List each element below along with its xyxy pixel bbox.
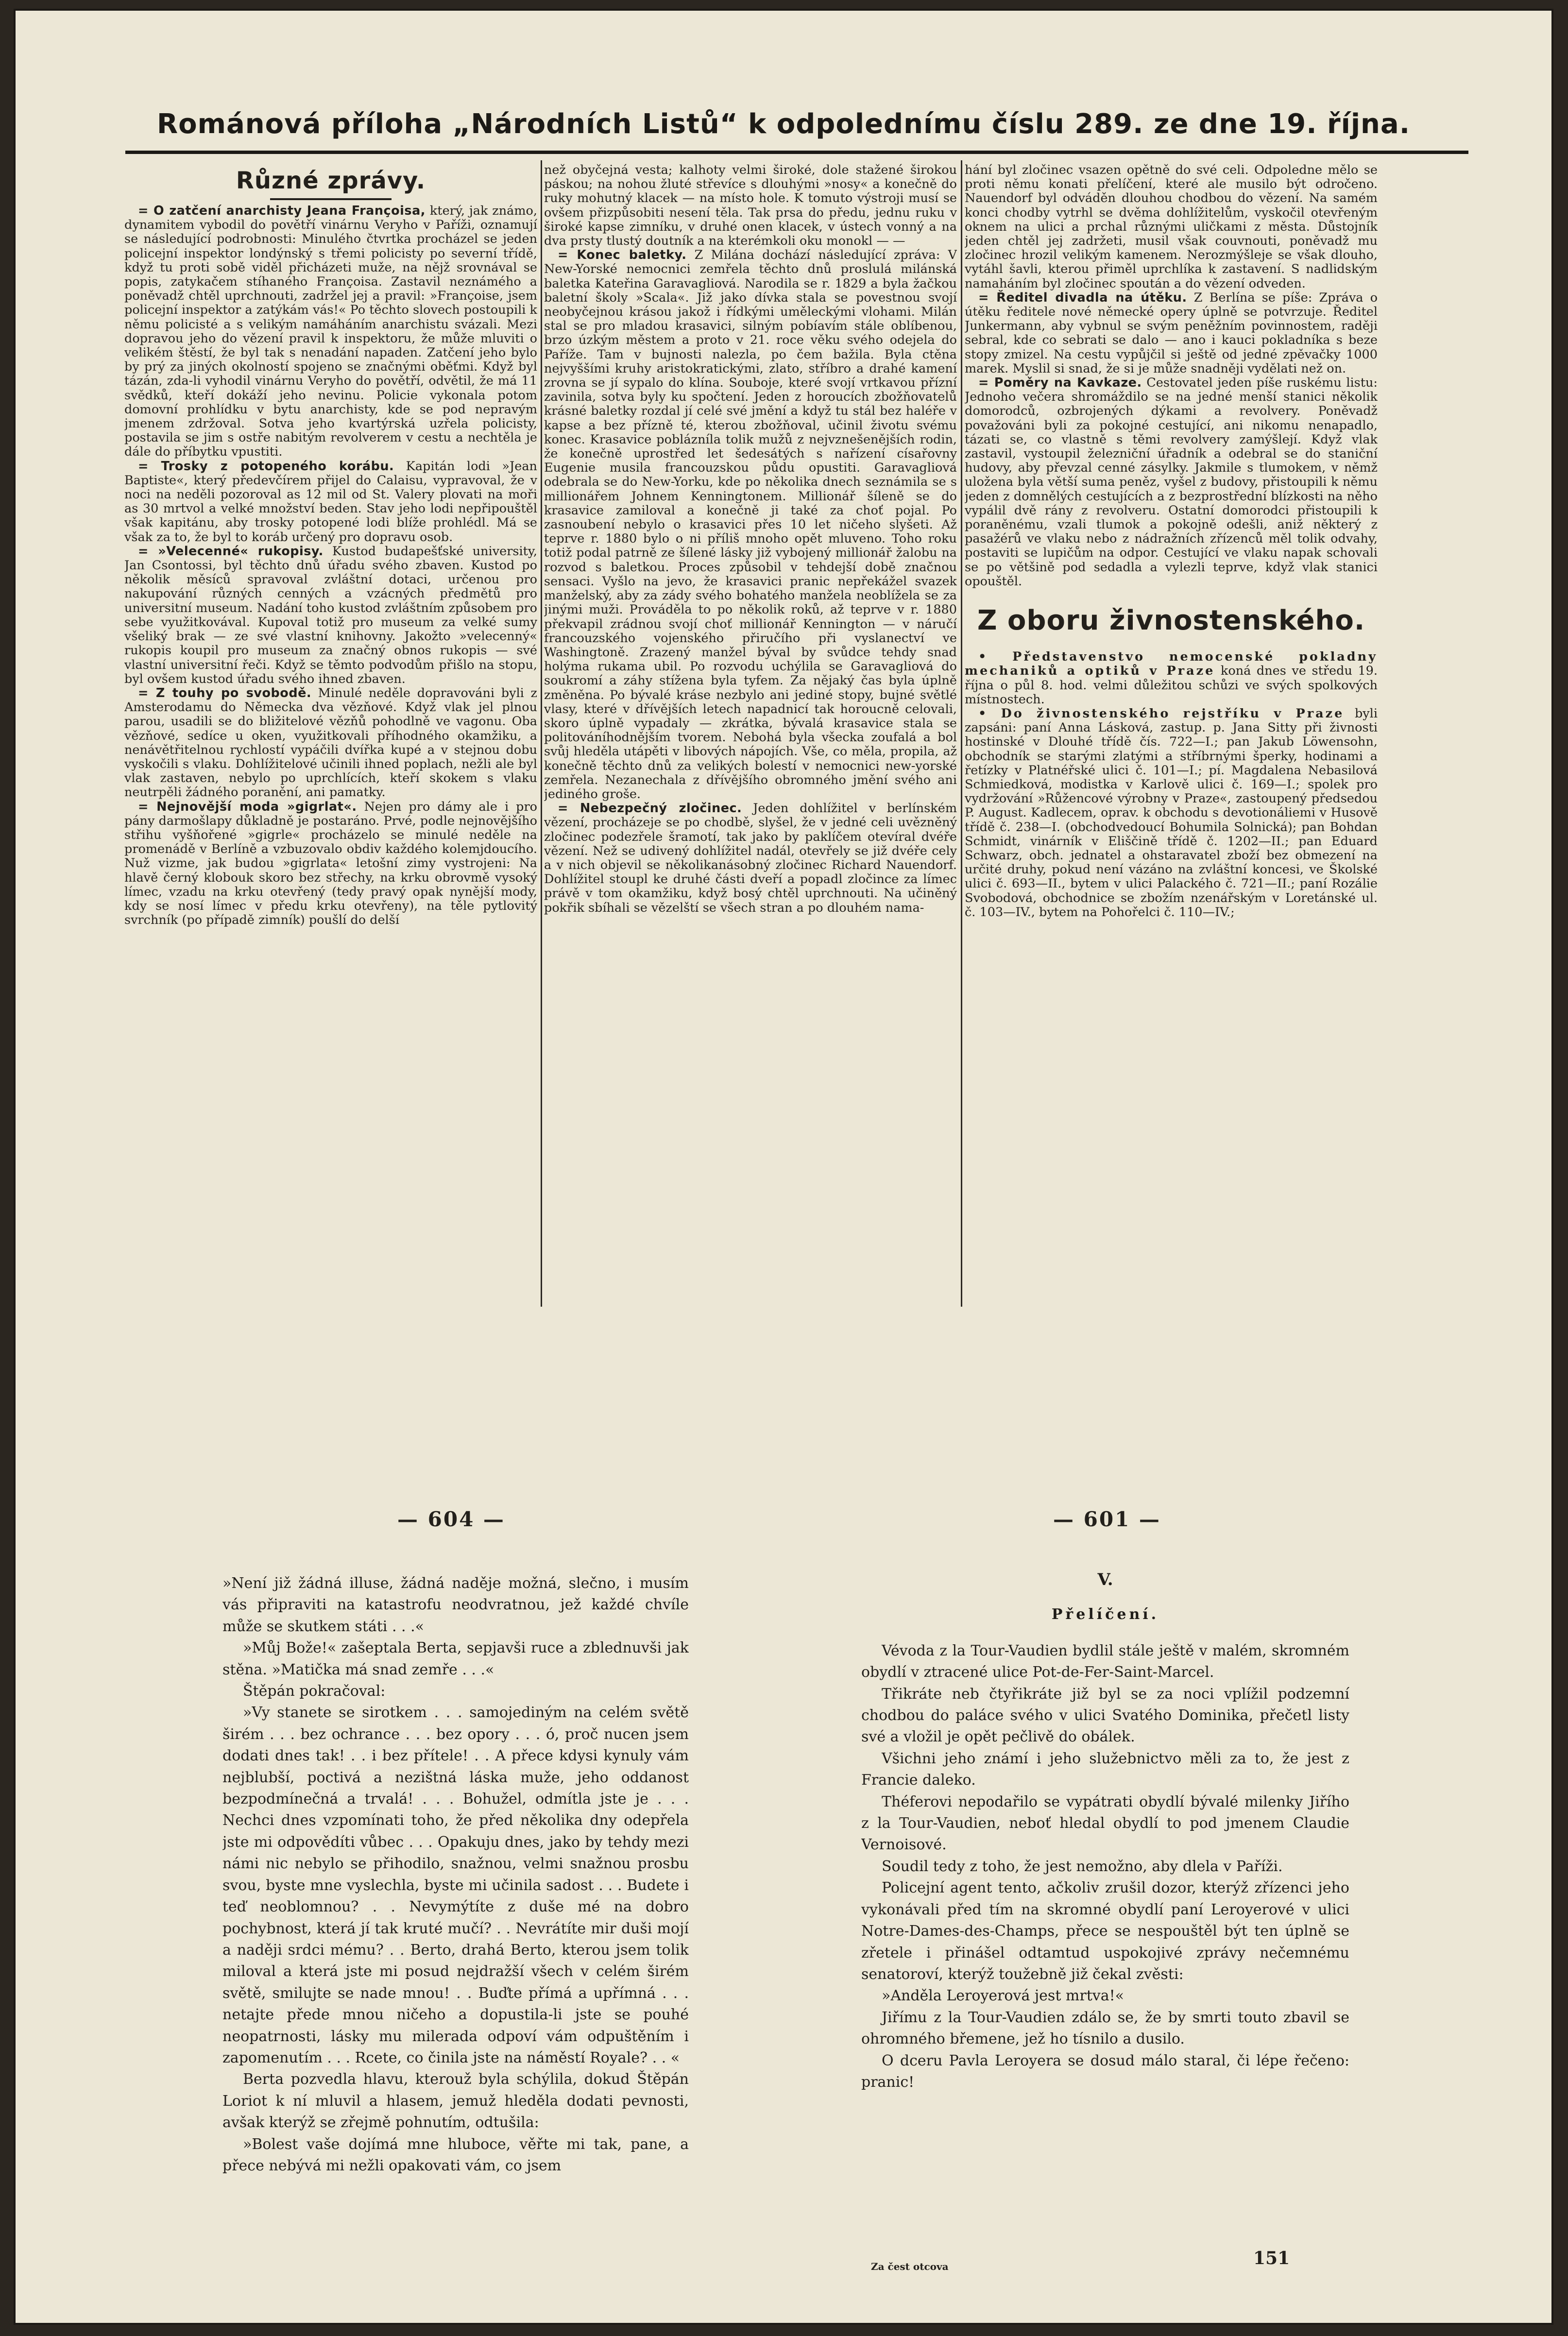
- article: [544, 801, 957, 915]
- notice-lead: • Představenstvo nemocenské pokladny mechaniků a optiků v Praze: [965, 649, 1378, 679]
- title-underline: [270, 198, 392, 200]
- article-lead: = Ředitel divadla na útěku.: [978, 290, 1187, 305]
- newspaper-page: [14, 9, 1553, 2325]
- folio-left: — 604 —: [397, 1507, 505, 1531]
- article-lead: = Konec baletky.: [558, 248, 687, 263]
- column-3: [965, 163, 1378, 1305]
- article: [124, 204, 537, 460]
- chapter-number: V.: [1097, 1573, 1113, 1589]
- article: [124, 545, 537, 686]
- novel-paragraph: Théferovi nepodařilo se vypátrati obydlí bývalé milenky Jiřího z la Tour-Vaudien, neboť hledal obydlí to pod jmenem Claudie Vernoisové.: [861, 1793, 1349, 1854]
- article-body: Nejen pro dámy ale i pro pány darmošlapy důkladně je postaráno. Prvé, podle nejnovějšího střihu vyšňořené »gigrle« procházelo se minulé neděle na promenádě v Berlíně a vzbuzovalo obdiv každého kolemjdoucího. Nuž vizme, jak budou »gigrlata« letošní zimy vystrojeni: Na hlavě černý klobouk skoro bez střechy, na krku obrovmě vysoký límec, vzadu na krku otevřený (tedy pravý opak nynější mody, kdy se nosí límec v předu krku otevřeny), na těle pytlovitý svrchník (po případě zimník) poušlí do delší: [124, 799, 537, 928]
- article-lead: = Trosky z potopeného korábu.: [138, 459, 394, 474]
- column-2: [544, 163, 957, 1305]
- novel-paragraph: Třikráte neb čtyřikráte již byl se za noci vplížil podzemní chodbou do paláce svého v ulici Svatého Dominika, přečetl listy své a vložil je opět pečlivě do obálek.: [861, 1685, 1349, 1746]
- notice-lead: • Do živnostenského rejstříku v Praze: [978, 706, 1345, 721]
- notice: [965, 707, 1378, 920]
- article: [124, 800, 537, 928]
- article-body: Z Berlína se píše: Zpráva o útěku ředitele nové německé opery úplně se potvrzuje. Ředitel Junkermann, aby vybnul se svým peněžním povinnostem, raději sebral, kde co sebrati se dalo — ano i kauci pokladníka s beze stopy zmizel. Na cestu vypůjčil si ještě od jedné zpěvačky 1000 marek. Myslil si snad, že si je může snadněji vydělati než on.: [965, 290, 1378, 376]
- novel-paragraph: Policejní agent tento, ačkoliv zrušil dozor, kterýž zřízenci jeho vykonávali před tím na skromné obydlí paní Leroyerové v ulici Notre-Dames-des-Champs, přece se nespouštěl být ten úplně se zřetele i přinášel odtamtud uspokojivé zprávy nečemnému senatoroví, kterýž toužebně již čekal zvěsti:: [861, 1879, 1349, 1983]
- novel-paragraph: »Vy stanete se sirotkem . . . samojediným na celém světě širém . . . bez ochrance . . . bez opory . . . ó, proč nucen jsem dodati dnes tak! . . i bez přítele! . . A přece kdysi kynuly vám nejblubší, poctivá a nezištná láska muže, jeho oddanost bezpodmínečná a trvalá! . . . Bohužel, odmítla jste je . . . Nechci dnes vzpomínati toho, že před několika dny odepřela jste mi odpovědíti vůbec . . . Opakuju dnes, jako by tehdy mezi námi nic nebylo se přihodilo, snažnou, velmi snažnou prosbu svou, byste mne vyslechla, byste mi učinila sadost . . . Budete i teď neoblomnou? . . Nevymýtíte z duše mé na dobro pochybnost, která jí tak kruté mučí? . . Nevrátíte mir duši mojí a naději srdci mému? . . Berto, drahá Berto, kterou jsem tolik miloval a která jste mi posud nejdražší všech v celém širém světě, smilujte se nade mnou! . . Buďte přímá a upřímná . . . netajte přede mnou ničeho a dopustila-li jste se pouhé neopatrnosti, lásky mu milerada odpoví vám odpuštěním i zapomenutím . . . Rcete, co činila jste na náměstí Royale? . . «: [222, 1704, 689, 2066]
- article-lead: = Z touhy po svobodě.: [138, 685, 312, 700]
- article-body: Minulé neděle dopravováni byli z Amsterodamu do Německa dva vězňové. Když vlak jel plnou parou, usadili se do bližitelové vězňů pohodlně ve vagonu. Oba vězňové, sedíce u oken, využitkovali příhodného okamžiku, a nenávětřitelnou rychlostí vypáčili dvířka kupé a v stejnou dobu vyskočili s vlaku. Dohlížitelové učinili ihned poplach, nežli ale byl vlak zastaven, nebylo po uprchlících, kteří skokem s vlaku neutrpěli žádného poranění, ani pamatky.: [124, 685, 537, 800]
- folio-right: — 601 —: [1053, 1507, 1161, 1531]
- notice: [965, 650, 1378, 707]
- article-lead: = Poměry na Kavkaze.: [978, 375, 1142, 391]
- article: [965, 291, 1378, 376]
- notice-body: koná dnes ve středu 19. října o půl 8. hod. velmi důležitou schůzi ve svých spolkových místnostech.: [965, 664, 1378, 707]
- column-rule: [961, 160, 962, 1307]
- novel-paragraph: Berta pozvedla hlavu, kterouž byla schýlila, dokud Štěpán Loriot k ní mluvil a hlasem, jemuž hleděla dodati pevnosti, avšak kterýž se zřejmě pohnutím, odtušila:: [222, 2071, 689, 2131]
- article: [124, 686, 537, 800]
- article-lead: = Nejnovější moda »gigrlat«.: [138, 799, 357, 814]
- article-lead: = Nebezpečný zločinec.: [558, 801, 742, 816]
- article-body: který, jak známo, dynamitem vybodil do povětří vinárnu Veryho v Paříži, oznamují se následující podrobnosti: Minulého čtvrtka procházel se jeden policejní inspektor londýnský s třemi policisty po severní třídě, když tu proti sobě viděl přicházeti muže, na nějž srovnával se popis, zatykačem stíhaného Françoisa. Zastavil neznámého a poněvadž chtěl uprchnouti, zadržel jej a pravil: »Françoise, jsem policejní inspektor a zatýkám vás!« Po těchto slovech postoupili k němu policisté a s velikým namáháním anarchistu svázali. Mezi dopravou jeho do vězení pravil k inspektoru, že může mluviti o velikém štěstí, že byl tak s nenadání napaden. Zatčení jeho bylo by prý za jiných okolností spojeno se značnými oběťmi. Když byl tázán, zda-li vyhodil vinárnu Veryho do povětří, odvětil, že má 11 svědků, kteří dokáží jeho nevinu. Policie vykonala potom domovní prohlídku v bytu anarchisty, kde se pod nepravým jmenem zdržoval. Sotva jeho kvartýrská uzřela policisty, postavila se jim s ostře nabitým revolverem v cestu a nechtěla je dále do příbytku vpustiti.: [124, 204, 537, 460]
- article-body: Kustod budapešťské university, Jan Csontossi, byl těchto dnů úřadu svého zbaven. Kustod po několik měsíců spravoval zvláštní dotaci, určenou pro nakupování různých cenných a vzácných předmětů pro universitní museum. Nadání toho kustod zvláštním způsobem pro sebe využitkovával. Kupoval totiž pro museum za velké sumy všeliký brak — ze své vlastní knihovny. Jakožto »velecenný« rukopis koupil pro museum za značný obnos rukopis — své vlastní universitní řeči. Když se těmto podvodům přišlo na stopu, byl ovšem kustod úřadu svého ihned zbaven.: [124, 544, 537, 686]
- novel-paragraph: »Můj Bože!« zašeptala Berta, sepjavši ruce a zblednuvši jak stěna. »Matička má snad zemře . . .«: [222, 1639, 689, 1678]
- page-number: 151: [1253, 2248, 1290, 2268]
- section-title: Z oboru živnostenského.: [977, 605, 1365, 637]
- article-lead: = »Velecenné« rukopisy.: [138, 544, 324, 559]
- head-rule: [125, 151, 1468, 154]
- article: [124, 460, 537, 545]
- novel-paragraph: Jiřímu z la Tour-Vaudien zdálo se, že by smrti touto zbavil se ohromného břemene, jež ho tísnilo a dusilo.: [861, 2009, 1349, 2048]
- novel-paragraph: »Bolest vaše dojímá mne hluboce, věřte mi tak, pane, a přece nebývá mi nežli opakovati vám, co jsem: [222, 2135, 689, 2174]
- notice-body: byli zapsáni: paní Anna Lásková, zastup. p. Jana Sitty při živnosti hostinské v Dlouhé třídě čís. 722—I.; pan Jakub Löwensohn, obchodník se starými zlatými a stříbrnými šperky, hodinami a řetízky v Platnéřské ulici č. 101—I.; pí. Magdalena Nebasilová Schmiedková, modistka v Karlově ulici č. 169—I.; spolek pro vydržování »Růžencové výrobny v Praze«, zastoupený předsedou P. August. Kadlecem, oprav. k obchodu s devotionáliemi v Husově třídě č. 238—I. (obchodvedoucí Bohumila Solnická); pan Bohdan Schmidt, vinárník v Eliščině třídě č. 1202—II.; pan Eduard Schwarz, obch. jednatel a ohstaravatel zboží bez obmezení na určité druhy, pokud není vázáno na zvláštní koncesi, ve Školské ulici č. 693—II., bytem v ulici Palackého č. 721—II.; paní Rozálie Svobodová, obchodnice se zbožím nzenářským v Loretánské ul. č. 103—IV., bytem na Pohořelci č. 110—IV.;: [965, 706, 1378, 920]
- article: [544, 248, 957, 801]
- article-body: Jeden dohlížitel v berlínském vězení, procházeje se po chodbě, slyšel, že v jedné celi uvězněný zločinec podezřele šramotí, tak jako by paklíčem otevíral dvéře vězení. Než se udivený dohlížitel nadál, otevřely se již dvéře cely a v nich objevil se několikanásobný zločinec Richard Nauendorf. Dohlížitel stoupl ke druhé části dveří a popadl zločince za límec právě v tom okamžiku, když bosý chtěl uprchnouti. Na učiněný pokřik sbíhali se vězelští se všech stran a po dlouhém nama-: [544, 801, 957, 915]
- novel-paragraph: »Není již žádná illuse, žádná naděje možná, slečno, i musím vás připraviti na katastrofu neodvratnou, jež každé chvíle může se skutkem státi . . .«: [222, 1575, 689, 1635]
- novel-paragraph: Soudil tedy z toho, že jest nemožno, aby dlela v Paříži.: [882, 1858, 1283, 1875]
- novel-paragraph: Štěpán pokračoval:: [243, 1683, 386, 1700]
- column-1: [124, 163, 537, 1305]
- novel-paragraph: Všichni jeho známí i jeho služebnictvo měli za to, že jest z Francie daleko.: [861, 1750, 1349, 1789]
- article-lead: = O zatčení anarchisty Jeana Françoisa,: [138, 204, 426, 218]
- article-continued: než obyčejná vesta; kalhoty velmi široké, dole stažené širokou páskou; na nohou žluté střevíce s dlouhými »nosy« a konečně do ruky mohutný klacek — na místo hole. K tomuto výstroji musí se ovšem přizpůsobiti nesení těla. Tak prsa do předu, jednu ruku v široké kapse zimníku, v druhé onen klacek, v ústech vonný a na dva prsty tlustý doutník a na kterémkoli oku monokl — —: [544, 163, 957, 249]
- article-continued: hání byl zločinec vsazen opětně do své celi. Odpoledne mělo se proti němu konati přelíčení, které ale musilo být odročeno. Nauendorf byl odváděn dlouhou chodbou do vězení. Na samém konci chodby vytrhl se dvěma dohlížitelům, vyskočil otevřeným oknem na ulici a prchal různými uličkami z města. Důstojník jeden chtěl jej zadržeti, musil však couvnouti, poněvadž mu zločinec hrozil velikým kamenem. Nerozmýšleje se však dlouho, vytáhl šavli, kterou přiměl uprchlíka k zastavení. S nadlidským namaháním byl zločinec spoután a do vězení odveden.: [965, 163, 1378, 291]
- article-body: Cestovatel jeden píše ruskému listu: Jednoho večera shromáždilo se na jedné menší stanici několik domorodců, ozbrojených dýkami a revolvery. Poněvadž považováni byli za pokojné cestující, ani nikomu nenapadlo, tázati se, co vlastně s těmi revolvery zamýšlejí. Když vlak zastavil, vystoupil železniční úřadník a odebral se do staniční hudovy, aby převzal cenné zásylky. Jakmile s tlumokem, v němž uložena byla větší suma peněz, vyšel z budovy, přistoupili k němu jeden z domnělých cestujících a z bezprostřední blízkosti na něho vypálil dvě rány z revolveru. Ostatní domorodci přistoupili k poraněnému, vzali tlumok a pokojně odešli, aniž některý z pasažérů ve vlaku nebo z nádražních zřízenců měl tolik odvahy, postaviti se lupičům na odpor. Cestující ve vlaku napak schovali se po většině pod sedadla a vylezli teprve, když vlak stanici opouštěl.: [965, 375, 1378, 589]
- article-body: Kapitán lodi »Jean Baptiste«, který předevčírem přijel do Calaisu, vypravoval, že v noci na neděli pozoroval as 12 mil od St. Valery plovati na moři as 30 mrtvol a velké množství beden. Stav jeho lodi nepřipouštěl však kapitánu, aby trosky potopené lodi blíže prohlédl. Má se však za to, že byl to koráb určený pro dopravu osob.: [124, 459, 537, 545]
- footer-note: Za čest otcova: [871, 2261, 949, 2272]
- article: [965, 376, 1378, 589]
- article-body: Z Milána dochází následující zpráva: V New-Yorské nemocnici zemřela těchto dnů proslulá milánská baletka Kateřina Garavagliová. Narodila se r. 1829 a byla žačkou baletní školy »Scala«. Již jako dívka stala se povestnou svojí neobyčejnou krásou jakož i řídkými uměleckými vlohami. Milán stal se pro mladou krasavici, silným pobíavím stále oblíbenou, brzo úzkým městem a proto v 21. roce věku svého odejela do Paříže. Tam v bujnosti nalezla, po čem bažila. Byla ctěna nejvyššími kruhy aristokratickými, zlato, stříbro a drahé kamení zrovna se jí sypalo do klína. Souboje, které svojí vrtkavou přízní zavinila, sotva byly ku spočtení. Jeden z horoucích zbožňovatelů krásné baletky rozdal jí celé své jmění a když tu stál bez haléře v kapse a bez přízně té, kterou zbožňoval, učinil životu svému konec. Krasavice poblázníla tolik mužů z nejvznešenějších rodin, že konečně uprostřed let šedesátých s nařízení císařovny Eugenie musila francouzskou půdu opustiti. Garavagliová odebrala se do New-Yorku, kde po několika dnech seznámila se s millionářem Johnem Kenningtonem. Millionář šíleně se do krasavice zamiloval a konečně ji také za choť pojal. Po zasnoubení nebylo o krasavici přes 10 let ničeho slyšeti. Až teprve r. 1880 bylo o ni příliš mnoho opět mluveno. Toho roku totiž podal patrně ze šílené lásky již vybojený millionář žalobu na rozvod s baletkou. Proces způsobil v tehdejší době značnou sensaci. Vyšlo na jevo, že krasavici pranic nepřekážel svazek manželský, aby za zády svého bohatého manžela neoblížela se za jinými muži. Prováděla to po několik roků, až teprve v r. 1880 překvapil zrádnou svojí choť millionář Kennington — v náručí francouzského vojenského přiručího při vyslanectví ve Washingtoně. Zrazený manžel býval by svůdce tehdy snad holýma rukama ubil. Po rozvodu uchýlila se Garavagliová do soukromí a záhy stížena byla tyfem. Za nějaký čas byla úplně změněna. Po bývalé kráse nezbylo ani jediné stopy, bujné světlé vlasy, které v dřívějších letech napadnicí tak horoucně celovali, skoro úplně vypadaly — zkrátka, bývalá krasavice stala se politováníhodnějším tvorem. Nebohá byla všecka zoufalá a bol svůj hleděla utápěti v libových nápojích. Vše, co měla, propila, až konečně těchto dnů za velikých bolestí v nemocnici new-yorské zemřela. Nezanechala z dřívějšího obromného jmění svého ani jediného groše.: [544, 248, 957, 801]
- novel-paragraph: Vévoda z la Tour-Vaudien bydlil stále ještě v malém, skromném obydlí v ztracené ulice Pot-de-Fer-Saint-Marcel.: [861, 1642, 1349, 1681]
- novel-left-page: [222, 1573, 689, 2287]
- running-head: Románová příloha „Národních Listů“ k odpolednímu číslu 289. ze dne 19. října.: [157, 108, 1410, 140]
- column-rule: [541, 160, 542, 1307]
- novel-right-page: [861, 1573, 1349, 2287]
- novel-paragraph: O dceru Pavla Leroyera se dosud málo staral, či lépe řečeno: pranic!: [861, 2052, 1349, 2091]
- novel-paragraph: »Anděla Leroyerová jest mrtva!«: [882, 1987, 1124, 2005]
- chapter-title: Přelíčení.: [1051, 1606, 1159, 1623]
- section-title: Různé zprávy.: [236, 167, 426, 194]
